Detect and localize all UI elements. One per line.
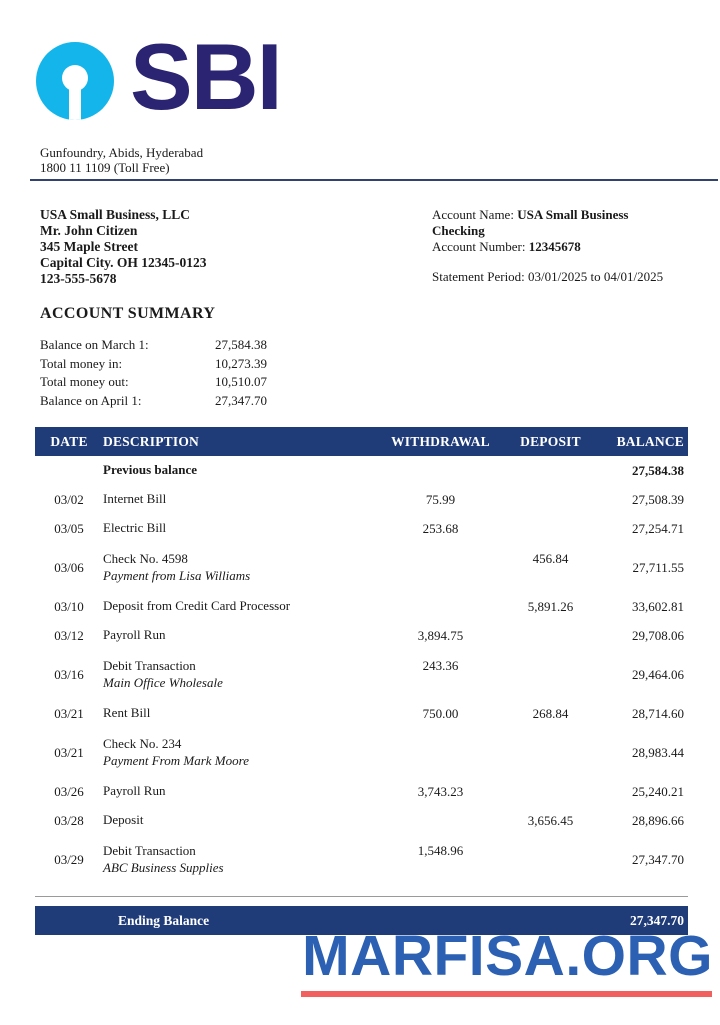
account-number-value: 12345678	[528, 239, 581, 254]
txn-withdrawal: 750.00	[422, 705, 459, 721]
txn-description-line1: Deposit	[103, 812, 144, 828]
transactions-header-row	[35, 427, 688, 456]
summary-row-label: Balance on April 1:	[40, 392, 142, 408]
summary-row-value: 10,273.39	[215, 355, 267, 371]
txn-deposit	[503, 835, 598, 843]
account-name-line	[432, 207, 680, 239]
txn-deposit: 456.84	[532, 551, 569, 566]
txn-description	[103, 520, 378, 537]
account-info-block	[432, 207, 680, 287]
transaction-row	[35, 650, 688, 699]
statement-period-value: 03/01/2025 to 04/01/2025	[528, 269, 664, 284]
txn-description-line1: Internet Bill	[103, 491, 167, 507]
keyhole-circle	[62, 65, 88, 91]
transaction-row	[35, 835, 688, 884]
txn-date: 03/10	[54, 598, 84, 614]
watermark-underline	[301, 991, 712, 997]
txn-description	[103, 843, 378, 876]
txn-description-line2: Payment From Mark Moore	[103, 752, 249, 768]
transaction-row	[35, 543, 688, 592]
txn-date: 03/02	[54, 491, 84, 507]
txn-balance: 29,464.06	[632, 666, 684, 682]
txn-deposit: 3,656.45	[527, 812, 574, 828]
transaction-row	[35, 456, 688, 485]
transaction-row	[35, 728, 688, 777]
column-header-withdrawal: WITHDRAWAL	[391, 433, 490, 449]
summary-row-label: Total money out:	[40, 374, 129, 389]
txn-withdrawal: 3,743.23	[417, 783, 464, 799]
summary-row	[40, 336, 720, 355]
txn-withdrawal: 253.68	[422, 520, 459, 536]
txn-date: 03/21	[54, 744, 84, 760]
txn-withdrawal: 3,894.75	[417, 627, 464, 643]
txn-description-line1: Check No. 4598	[103, 551, 188, 566]
txn-balance: 25,240.21	[632, 783, 684, 799]
summary-row	[40, 373, 720, 392]
txn-balance: 33,602.81	[632, 598, 684, 614]
sbi-logo-text: SBI	[130, 24, 281, 129]
txn-date: 03/29	[54, 851, 84, 867]
summary-row-value: 10,510.07	[215, 374, 267, 389]
column-header-description: DESCRIPTION	[103, 433, 199, 449]
column-header-balance: BALANCE	[616, 433, 684, 449]
customer-address-line: Capital City. OH 12345-0123	[40, 255, 207, 270]
txn-deposit	[503, 728, 598, 736]
transactions-table	[35, 427, 688, 884]
summary-row-label: Total money in:	[40, 355, 123, 371]
txn-description	[103, 736, 378, 769]
txn-date: 03/21	[54, 705, 84, 721]
txn-description	[103, 812, 378, 829]
txn-description-line1: Rent Bill	[103, 705, 151, 721]
account-summary-table	[40, 336, 720, 410]
txn-description	[103, 705, 378, 722]
bank-tollfree-line: 1800 11 1109 (Toll Free)	[40, 159, 170, 175]
customer-address-line: Mr. John Citizen	[40, 223, 138, 238]
column-header-date: DATE	[50, 433, 88, 449]
transaction-row	[35, 621, 688, 650]
summary-row-value: 27,347.70	[215, 392, 267, 408]
txn-balance: 28,983.44	[632, 744, 684, 760]
summary-row	[40, 392, 720, 411]
txn-balance: 27,254.71	[632, 520, 684, 536]
marfisa-watermark: MARFISA.ORG	[302, 924, 713, 988]
txn-balance: 28,714.60	[632, 705, 684, 721]
txn-description-line2: ABC Business Supplies	[103, 859, 224, 875]
txn-description-line1: Payroll Run	[103, 783, 166, 799]
statement-period-label: Statement Period:	[432, 269, 525, 284]
txn-description	[103, 551, 378, 584]
txn-balance: 29,708.06	[632, 627, 684, 643]
ending-balance-value: 27,347.70	[630, 912, 684, 928]
txn-withdrawal	[378, 543, 503, 551]
txn-withdrawal: 1,548.96	[417, 843, 464, 858]
statement-info-section	[40, 207, 680, 287]
txn-withdrawal: 75.99	[425, 491, 456, 507]
txn-description-line1: Previous balance	[103, 462, 198, 478]
txn-withdrawal	[378, 728, 503, 736]
txn-description-line1: Payroll Run	[103, 627, 166, 643]
bank-address-block	[40, 146, 720, 175]
txn-description	[103, 627, 378, 644]
customer-address-block	[40, 207, 207, 287]
txn-balance: 28,896.66	[632, 812, 684, 828]
txn-balance: 27,508.39	[632, 491, 684, 507]
summary-row-label: Balance on March 1:	[40, 337, 149, 352]
txn-date: 03/28	[54, 812, 84, 828]
transaction-row	[35, 777, 688, 806]
txn-description	[103, 491, 378, 508]
txn-description-line1: Debit Transaction	[103, 658, 196, 673]
header-divider	[30, 179, 718, 181]
account-summary-title: ACCOUNT SUMMARY	[40, 305, 216, 322]
txn-description	[103, 598, 378, 615]
txn-description-line1: Check No. 234	[103, 736, 182, 751]
summary-row-value: 27,584.38	[215, 337, 267, 352]
account-number-line	[432, 239, 680, 255]
customer-address-line: 123-555-5678	[40, 271, 117, 286]
txn-balance: 27,711.55	[632, 559, 684, 575]
txn-date: 03/26	[54, 783, 84, 799]
bank-address-line: Gunfoundry, Abids, Hyderabad	[40, 145, 204, 160]
transactions-body	[35, 456, 688, 884]
txn-withdrawal: 243.36	[422, 658, 459, 673]
customer-address-line: 345 Maple Street	[40, 239, 138, 254]
txn-date: 03/12	[54, 627, 84, 643]
txn-date: 03/16	[54, 666, 84, 682]
txn-description-line1: Debit Transaction	[103, 843, 196, 858]
transaction-row	[35, 699, 688, 728]
txn-description-line2: Payment from Lisa Williams	[103, 567, 251, 583]
txn-description-line2: Main Office Wholesale	[103, 674, 223, 690]
txn-description	[103, 658, 378, 691]
transaction-row	[35, 514, 688, 543]
txn-deposit: 5,891.26	[527, 598, 574, 614]
txn-description	[103, 783, 378, 800]
transaction-row	[35, 592, 688, 621]
transaction-row	[35, 806, 688, 835]
account-name-label: Account Name:	[432, 207, 514, 222]
txn-balance: 27,347.70	[632, 851, 684, 867]
ending-balance-label: Ending Balance	[118, 912, 210, 928]
txn-description-line1: Deposit from Credit Card Processor	[103, 598, 291, 614]
sbi-keyhole-icon	[36, 42, 114, 120]
txn-description	[103, 462, 378, 479]
txn-balance: 27,584.38	[632, 462, 684, 478]
txn-date: 03/05	[54, 520, 84, 536]
sbi-logo	[36, 25, 720, 137]
txn-deposit: 268.84	[532, 705, 569, 721]
txn-date: 03/06	[54, 559, 84, 575]
summary-row	[40, 355, 720, 374]
statement-period-line	[432, 269, 680, 285]
column-header-deposit: DEPOSIT	[520, 433, 581, 449]
transaction-row	[35, 485, 688, 514]
txn-description-line1: Electric Bill	[103, 520, 167, 536]
account-name-value: USA Small Business Checking	[432, 207, 629, 238]
txn-deposit	[503, 650, 598, 658]
account-number-label: Account Number:	[432, 239, 526, 254]
customer-address-line: USA Small Business, LLC	[40, 207, 191, 222]
table-bottom-divider	[35, 896, 688, 897]
